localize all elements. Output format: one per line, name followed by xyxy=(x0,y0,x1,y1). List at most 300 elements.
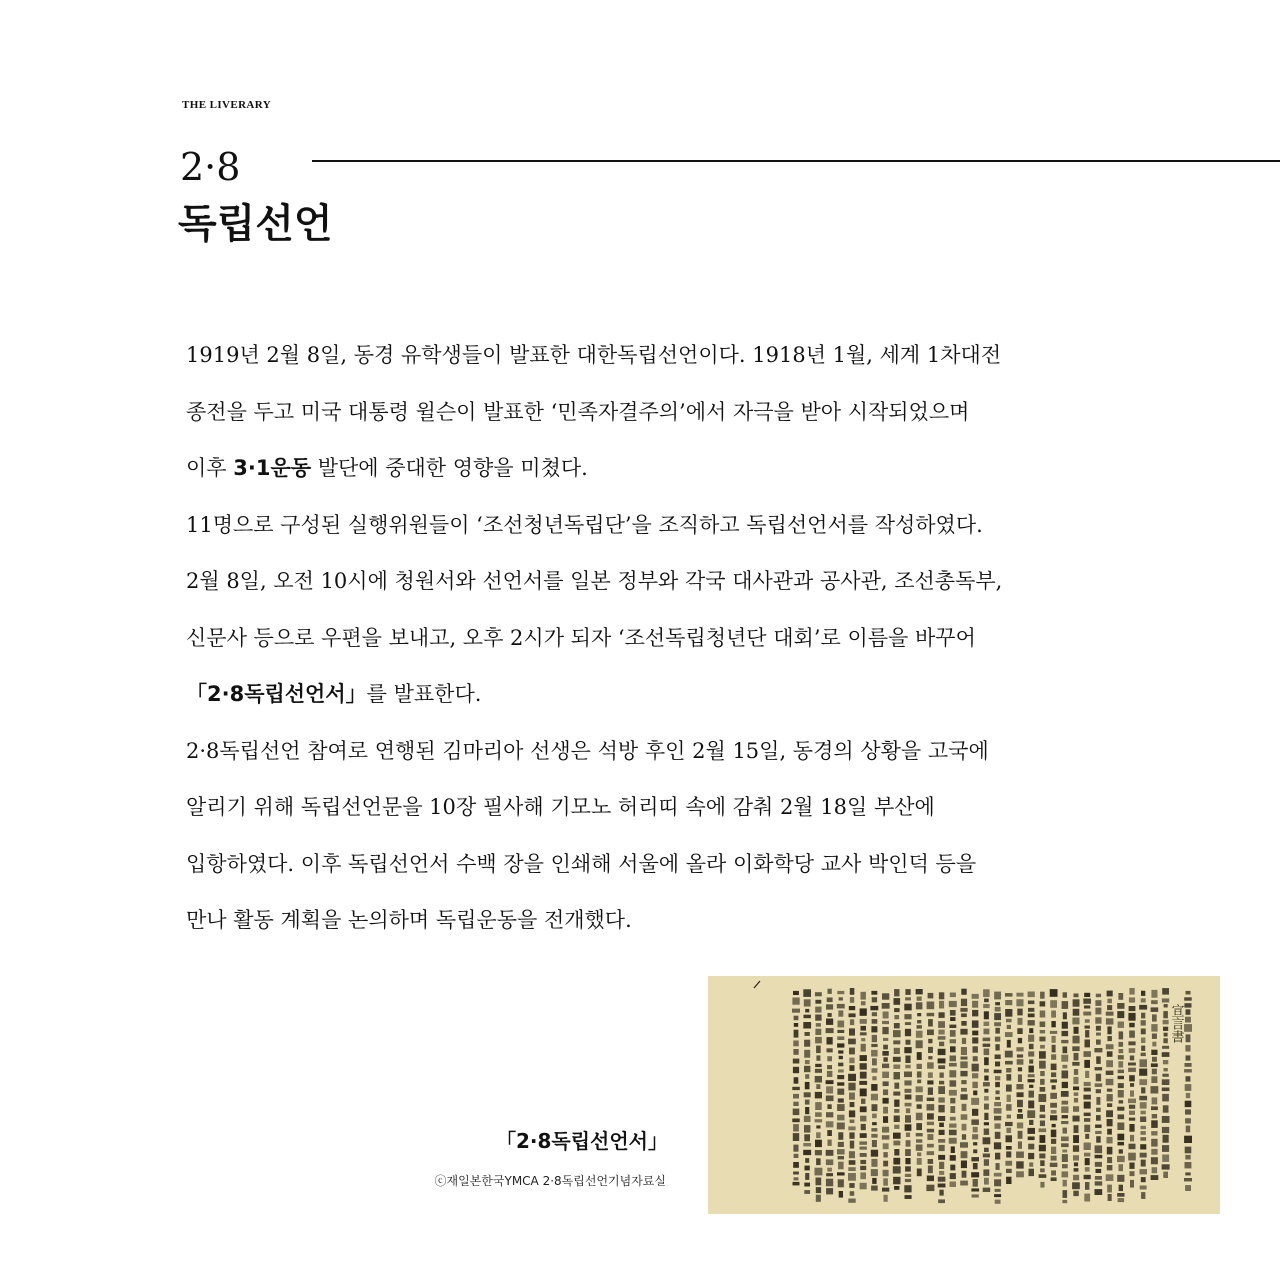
body-line xyxy=(186,892,1176,949)
ink-character xyxy=(816,1055,820,1060)
ink-character xyxy=(1185,1172,1190,1175)
ink-character xyxy=(971,1157,979,1161)
ink-character xyxy=(927,1098,935,1101)
ink-character xyxy=(1052,1045,1056,1053)
ink-character xyxy=(794,1177,799,1180)
ink-character xyxy=(1106,1044,1114,1049)
ink-character xyxy=(1139,1005,1147,1010)
ink-character xyxy=(1141,1053,1146,1056)
ink-character xyxy=(872,1104,878,1111)
ink-character xyxy=(1107,1147,1113,1155)
ink-character xyxy=(1140,1137,1146,1141)
ink-character xyxy=(916,1095,923,1101)
ink-character xyxy=(996,1163,1000,1170)
ink-character xyxy=(848,1039,856,1045)
ink-character xyxy=(816,1178,822,1186)
ink-character xyxy=(872,1058,877,1065)
ink-character xyxy=(1107,1119,1113,1126)
ink-character xyxy=(894,998,901,1005)
ink-character xyxy=(1141,1192,1145,1199)
ink-character xyxy=(984,1011,989,1019)
ink-character xyxy=(950,1117,956,1121)
figure-credit: ⓒ재일본한국YMCA 2·8독립선언기념자료실 xyxy=(434,1174,666,1188)
ink-character xyxy=(1184,1024,1192,1032)
ink-character xyxy=(1018,1131,1023,1139)
ink-character xyxy=(1186,1126,1191,1133)
ink-character xyxy=(1074,1053,1079,1061)
ink-character xyxy=(793,1049,798,1055)
ink-character xyxy=(1061,1137,1069,1142)
ink-character xyxy=(793,1067,799,1073)
ink-character xyxy=(882,1027,888,1034)
ink-character xyxy=(1061,1106,1068,1113)
ink-character xyxy=(893,1040,900,1044)
ink-character xyxy=(1039,1094,1047,1102)
ink-character xyxy=(1018,1018,1023,1025)
ink-character xyxy=(938,1184,946,1188)
ink-character xyxy=(861,1099,865,1104)
ink-character xyxy=(973,1046,978,1052)
ink-character xyxy=(1096,1040,1101,1045)
ink-character xyxy=(1184,1069,1192,1072)
ink-character xyxy=(1029,1169,1035,1176)
ink-character xyxy=(893,1133,901,1139)
ink-character xyxy=(1107,1026,1111,1034)
ink-character xyxy=(1040,1135,1046,1143)
body-text-segment: 이후 xyxy=(186,456,234,480)
ink-character xyxy=(837,1089,844,1095)
ink-character xyxy=(826,1004,833,1009)
ink-character xyxy=(939,1190,943,1196)
ink-character xyxy=(828,1013,832,1017)
ink-character xyxy=(894,1008,900,1012)
ink-character xyxy=(882,1003,890,1009)
ink-character xyxy=(861,1038,865,1041)
ink-character xyxy=(1084,993,1090,997)
ink-character xyxy=(815,1140,822,1147)
ink-character xyxy=(1074,1027,1079,1034)
ink-character xyxy=(883,1012,889,1019)
ink-character xyxy=(1186,1034,1191,1042)
ink-character xyxy=(928,1072,933,1078)
ink-character xyxy=(871,1044,877,1047)
ink-character xyxy=(906,1133,910,1138)
ink-character xyxy=(882,1135,890,1139)
ink-character xyxy=(905,1056,910,1064)
ink-character xyxy=(1119,1049,1124,1053)
ink-character xyxy=(872,997,877,1002)
ink-character xyxy=(973,1163,978,1169)
ink-character xyxy=(1072,1182,1080,1189)
ink-character xyxy=(1152,1034,1157,1039)
ink-character xyxy=(1052,1124,1056,1127)
ink-character xyxy=(1073,1087,1079,1091)
ink-character xyxy=(1139,1079,1147,1085)
ink-character xyxy=(1039,1128,1047,1132)
ink-character xyxy=(839,1191,843,1198)
ink-character xyxy=(1050,1000,1057,1008)
ink-character xyxy=(860,1106,867,1112)
ink-character xyxy=(1140,1144,1146,1149)
ink-character xyxy=(1129,1031,1135,1038)
ink-character xyxy=(928,993,934,999)
ink-character xyxy=(961,1080,966,1084)
ink-character xyxy=(928,1166,933,1174)
ink-character xyxy=(1096,994,1101,998)
ink-character xyxy=(973,1179,978,1187)
ink-character xyxy=(1062,1154,1068,1162)
ink-character xyxy=(984,1104,989,1110)
ink-character xyxy=(1051,1147,1056,1154)
ink-character xyxy=(883,1045,888,1050)
ink-character xyxy=(938,1086,945,1094)
ink-character xyxy=(1072,1046,1079,1051)
ink-character xyxy=(826,1121,834,1127)
ink-character xyxy=(1162,1155,1169,1162)
ink-character xyxy=(917,1152,921,1156)
ink-character xyxy=(893,1057,901,1062)
ink-character xyxy=(793,1124,799,1131)
ink-character xyxy=(1096,1136,1101,1143)
ink-character xyxy=(1006,1135,1013,1142)
ink-character xyxy=(1028,1153,1034,1159)
ink-character xyxy=(973,1149,977,1153)
ink-character xyxy=(1084,1153,1090,1157)
ink-character xyxy=(1074,1092,1079,1096)
ink-character xyxy=(1040,1160,1044,1166)
ink-character xyxy=(994,1070,1002,1074)
ink-character xyxy=(1039,1154,1045,1159)
ink-character xyxy=(1141,1029,1146,1035)
ink-character xyxy=(1164,1068,1168,1071)
ink-character xyxy=(1050,1115,1057,1120)
ink-character xyxy=(939,1130,945,1135)
ink-character xyxy=(961,1161,967,1169)
ink-character xyxy=(859,1081,867,1085)
ink-character xyxy=(793,1059,800,1064)
ink-character xyxy=(850,1141,854,1149)
ink-character xyxy=(894,1149,899,1156)
ink-character xyxy=(838,1142,844,1147)
ink-character xyxy=(1061,1143,1069,1147)
ink-character xyxy=(1095,1145,1103,1153)
ink-character xyxy=(1039,1061,1046,1069)
ink-character xyxy=(860,1089,867,1097)
ink-character xyxy=(1163,1038,1167,1043)
ink-character xyxy=(904,1185,911,1192)
ink-character xyxy=(960,1008,967,1012)
ink-character xyxy=(1051,1110,1057,1114)
ink-character xyxy=(938,1049,946,1055)
ink-character xyxy=(1141,998,1146,1002)
ink-character xyxy=(815,1037,822,1044)
ink-character xyxy=(1073,1077,1078,1084)
ink-character xyxy=(827,1056,832,1061)
ink-character xyxy=(837,1123,845,1130)
ink-character xyxy=(971,1119,979,1125)
ink-character xyxy=(1029,1044,1034,1049)
ink-character xyxy=(1017,1100,1023,1107)
body-line xyxy=(186,723,1176,780)
ink-character xyxy=(805,1158,809,1163)
ink-character xyxy=(838,1098,844,1102)
ink-character xyxy=(1185,1101,1192,1107)
ink-character xyxy=(1096,1089,1101,1093)
ink-character xyxy=(871,1186,878,1191)
ink-character xyxy=(1040,1001,1046,1006)
ink-character xyxy=(1096,1056,1101,1064)
ink-character xyxy=(984,1029,990,1035)
ink-character xyxy=(803,1150,811,1155)
ink-character xyxy=(1106,1174,1114,1181)
ink-character xyxy=(1184,1003,1191,1007)
ink-character xyxy=(1062,1171,1069,1177)
ink-character xyxy=(973,1091,977,1096)
ink-character xyxy=(1107,999,1112,1004)
ink-character xyxy=(850,1191,855,1196)
ink-character xyxy=(949,1090,957,1096)
ink-character xyxy=(1129,1105,1135,1109)
ink-character xyxy=(1062,1071,1069,1079)
ink-character xyxy=(1005,1009,1012,1017)
ink-character xyxy=(1141,1126,1146,1129)
ink-character xyxy=(904,1080,911,1085)
ink-character xyxy=(871,1026,877,1032)
ink-character xyxy=(939,1171,944,1175)
ink-character xyxy=(905,1089,912,1093)
ink-character xyxy=(883,1057,887,1062)
ink-character xyxy=(1062,1200,1067,1203)
ink-character xyxy=(894,1083,899,1089)
ink-character xyxy=(826,1159,833,1165)
ink-character xyxy=(860,1166,866,1170)
ink-character xyxy=(939,1001,944,1009)
ink-character xyxy=(1119,1149,1123,1153)
ink-character xyxy=(1073,1106,1079,1112)
ink-character xyxy=(793,1145,798,1152)
ink-character xyxy=(983,1137,991,1144)
ink-character xyxy=(1085,1026,1090,1029)
ink-character xyxy=(1063,1190,1068,1198)
ink-character xyxy=(938,1036,946,1040)
ink-character xyxy=(860,1032,867,1035)
ink-character xyxy=(1106,1012,1114,1016)
ink-character xyxy=(1018,1038,1022,1043)
ink-character xyxy=(1007,1025,1011,1029)
ink-character xyxy=(1118,1083,1124,1088)
ink-character xyxy=(1139,1096,1147,1101)
ink-character xyxy=(984,1057,989,1065)
ink-character xyxy=(850,988,855,995)
ink-character xyxy=(1151,1007,1159,1012)
ink-character xyxy=(983,989,990,997)
ink-character xyxy=(1162,1127,1169,1133)
ink-character xyxy=(1016,993,1023,997)
ink-character xyxy=(827,1168,832,1172)
ink-character xyxy=(804,1190,810,1194)
ink-character xyxy=(848,1083,855,1091)
ink-character xyxy=(905,1158,910,1164)
ink-character xyxy=(995,1200,1001,1204)
title-divider-line xyxy=(312,160,1280,162)
ink-character xyxy=(872,1140,877,1147)
ink-character xyxy=(1085,1019,1090,1022)
ink-character xyxy=(1050,1163,1058,1167)
ink-character xyxy=(1185,1118,1191,1123)
ink-character xyxy=(1129,1006,1136,1011)
ink-character xyxy=(950,1173,956,1179)
ink-character xyxy=(1119,1100,1124,1103)
ink-character xyxy=(1118,1022,1124,1028)
ink-character xyxy=(995,1055,1001,1060)
ink-character xyxy=(1051,1170,1056,1175)
ink-character xyxy=(894,1023,900,1028)
ink-character xyxy=(871,1128,877,1131)
ink-character xyxy=(938,1030,944,1035)
ink-character xyxy=(871,1084,877,1091)
ink-character xyxy=(1141,1020,1146,1025)
ink-character xyxy=(1119,1185,1123,1191)
ink-character xyxy=(1006,1177,1011,1184)
ink-character xyxy=(1017,1114,1023,1119)
ink-character xyxy=(972,1082,978,1088)
ink-character xyxy=(917,1020,921,1023)
manuscript-svg xyxy=(708,976,1220,1214)
ink-character xyxy=(1107,1165,1113,1170)
ink-character xyxy=(984,1159,989,1166)
ink-character xyxy=(1095,1176,1102,1180)
ink-character xyxy=(950,1056,956,1062)
ink-character xyxy=(927,1062,934,1068)
body-line xyxy=(186,384,1176,441)
ink-character xyxy=(872,1076,876,1080)
ink-character xyxy=(793,1102,798,1106)
ink-character xyxy=(1085,1158,1090,1165)
ink-character xyxy=(804,1050,810,1058)
body-line xyxy=(186,836,1176,893)
ink-character xyxy=(805,1166,810,1171)
body-line xyxy=(186,666,1176,723)
ink-character xyxy=(872,1114,877,1119)
ink-character xyxy=(872,1122,877,1125)
ink-character xyxy=(894,1109,899,1113)
ink-character xyxy=(1074,1125,1079,1133)
ink-character xyxy=(860,1183,867,1190)
ink-character xyxy=(1062,1101,1069,1105)
body-text-segment: 입항하였다. 이후 독립선언서 수백 장을 인쇄해 서울에 올라 이화학당 교사 박인덕 등을 xyxy=(186,851,977,876)
body-line xyxy=(186,497,1176,554)
ink-character xyxy=(950,1098,955,1104)
ink-character xyxy=(871,991,877,995)
ink-character xyxy=(1028,1137,1035,1141)
ink-character xyxy=(984,1178,989,1185)
ink-character xyxy=(950,1010,956,1016)
body-text-segment: 2월 8일, 오전 10시에 청원서와 선언서를 일본 정부와 각국 대사관과 공사관, 조선총독부, xyxy=(186,569,1003,593)
ink-character xyxy=(972,1037,978,1043)
ink-character xyxy=(961,1013,967,1017)
ink-character xyxy=(962,1038,966,1044)
ink-character xyxy=(893,1092,900,1096)
ink-character xyxy=(1119,1031,1124,1039)
ink-character xyxy=(905,1115,911,1123)
ink-character xyxy=(961,1088,967,1092)
ink-character xyxy=(994,1013,1001,1020)
ink-character xyxy=(949,1138,957,1144)
ink-character xyxy=(1162,1088,1170,1092)
ink-character xyxy=(1028,1020,1035,1025)
ink-character xyxy=(1007,1095,1011,1102)
ink-character xyxy=(883,1038,888,1041)
ink-character xyxy=(1140,1169,1148,1174)
ink-character xyxy=(861,1124,866,1130)
ink-character xyxy=(1151,1086,1159,1093)
ink-character xyxy=(905,1195,912,1199)
ink-character xyxy=(950,1182,957,1188)
ink-character xyxy=(917,1064,922,1069)
ink-character xyxy=(1095,1125,1102,1128)
ink-character xyxy=(1051,1139,1056,1144)
ink-character xyxy=(1163,1135,1169,1143)
ink-character xyxy=(994,1173,1002,1177)
ink-character xyxy=(894,989,899,996)
ink-character xyxy=(1140,1059,1148,1067)
ink-character xyxy=(1151,1000,1158,1004)
ink-character xyxy=(1184,1136,1192,1143)
ink-character xyxy=(972,1073,978,1078)
ink-character xyxy=(1028,1144,1034,1150)
ink-character xyxy=(805,1074,809,1079)
ink-character xyxy=(1096,1074,1101,1082)
ink-character xyxy=(1040,1115,1046,1119)
ink-character xyxy=(894,1100,899,1107)
ink-character xyxy=(1152,1042,1156,1047)
ink-character xyxy=(938,1116,945,1121)
ink-character xyxy=(1185,1155,1190,1160)
ink-character xyxy=(838,1156,844,1159)
ink-character xyxy=(871,1150,878,1157)
ink-character xyxy=(994,992,1001,1000)
ink-character xyxy=(927,1080,933,1084)
ink-character xyxy=(794,1154,799,1158)
ink-character xyxy=(1129,988,1134,995)
ink-character xyxy=(1050,989,1058,997)
ink-character xyxy=(1006,1068,1011,1073)
ink-character xyxy=(938,1155,945,1160)
ink-character xyxy=(1006,1151,1011,1157)
ink-character xyxy=(928,1159,934,1164)
figure-caption: 「2·8독립선언서」 xyxy=(495,1129,668,1153)
ink-character xyxy=(861,1026,867,1031)
ink-character xyxy=(983,1154,990,1158)
ink-character xyxy=(928,1019,933,1026)
ink-character xyxy=(893,1065,900,1069)
ink-character xyxy=(1062,1115,1068,1118)
ink-character xyxy=(849,1160,856,1165)
ink-character xyxy=(872,1178,876,1184)
ink-character xyxy=(883,1170,889,1177)
ink-character xyxy=(1007,1115,1011,1119)
ink-character xyxy=(960,1181,968,1186)
ink-character xyxy=(816,1187,821,1193)
ink-character xyxy=(1018,1074,1022,1082)
brand-label: THE LIVERARY xyxy=(182,99,272,111)
ink-character xyxy=(850,1019,854,1025)
ink-character xyxy=(1130,1056,1134,1061)
ink-character xyxy=(794,1077,799,1084)
ink-character xyxy=(1152,1097,1158,1104)
ink-character xyxy=(793,1109,800,1116)
ink-character xyxy=(949,1130,957,1136)
